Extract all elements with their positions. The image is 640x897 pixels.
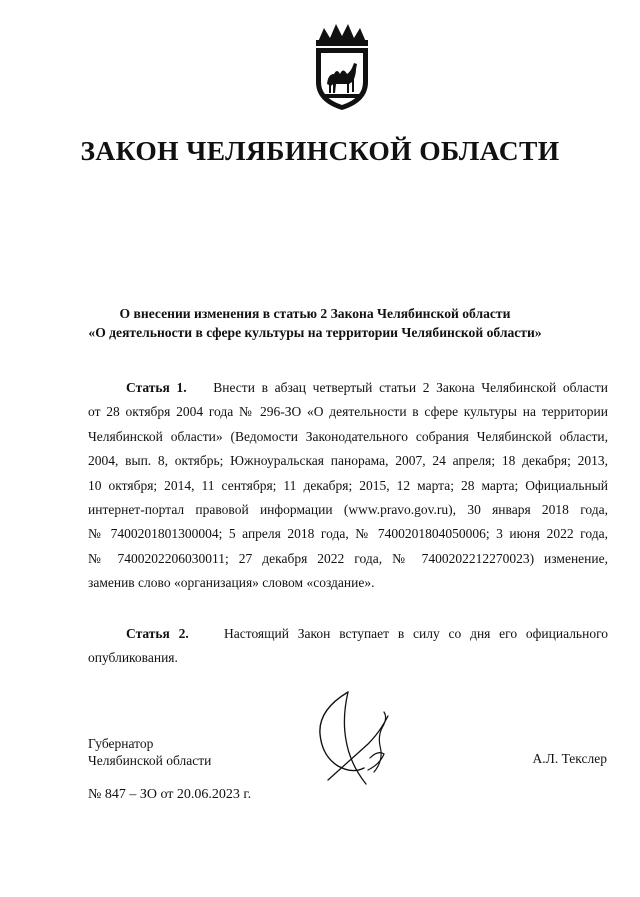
- article-1-line: заменив слово «организация» словом «создание».: [88, 575, 375, 591]
- article-2-text: Настоящий Закон вступает в силу со дня его официального: [223, 626, 609, 641]
- document-subtitle: [70, 304, 560, 342]
- article-2-line: опубликования.: [88, 650, 178, 666]
- governor-title-line: Губернатор: [88, 736, 154, 751]
- handwritten-signature: [308, 688, 400, 792]
- document-title: ЗАКОН ЧЕЛЯБИНСКОЙ ОБЛАСТИ: [80, 135, 560, 166]
- signer-name: А.Л. Текслер: [532, 751, 607, 766]
- coat-of-arms-emblem: [310, 22, 374, 112]
- article-1: [88, 376, 608, 596]
- article-1-line: № 7400201801300004; 5 апреля 2018 года, № 7400201804050006; 3 июня 2022 года,: [88, 526, 608, 542]
- law-number: № 847 – ЗО от 20.06.2023 г.: [88, 787, 252, 802]
- article-1-text: Внести в абзац четвертый статьи 2 Закона Челябинской области: [213, 380, 609, 395]
- article-1-line: № 7400202206030011; 27 декабря 2022 года, № 7400202212270023) изменение,: [88, 550, 608, 566]
- article-2-label: Статья 2.: [126, 626, 189, 641]
- governor-title-line: Челябинской области: [88, 753, 212, 768]
- article-1-line: от 28 октября 2004 года № 296-ЗО «О деятельности в сфере культуры на территории: [88, 404, 608, 420]
- governor-title: [88, 735, 211, 769]
- article-2: [88, 622, 608, 671]
- subtitle-line: «О деятельности в сфере культуры на территории Челябинской области»: [88, 325, 542, 340]
- article-1-line: интернет-портал правовой информации (www.pravo.gov.ru), 30 января 2018 года,: [88, 502, 608, 518]
- article-1-line: [88, 376, 608, 400]
- article-2-line: [88, 622, 608, 646]
- article-1-line: 10 октября; 2014, 11 сентября; 11 декабря; 2015, 12 марта; 28 марта; Официальный: [88, 477, 608, 493]
- article-1-line: 2004, вып. 8, октябрь; Южноуральская панорама, 2007, 24 апреля; 18 декабря; 2013,: [88, 453, 608, 469]
- subtitle-line: О внесении изменения в статью 2 Закона Челябинской области: [119, 306, 511, 321]
- article-1-line: Челябинской области» (Ведомости Законодательного собрания Челябинской области,: [88, 428, 608, 444]
- article-1-label: Статья 1.: [126, 380, 187, 395]
